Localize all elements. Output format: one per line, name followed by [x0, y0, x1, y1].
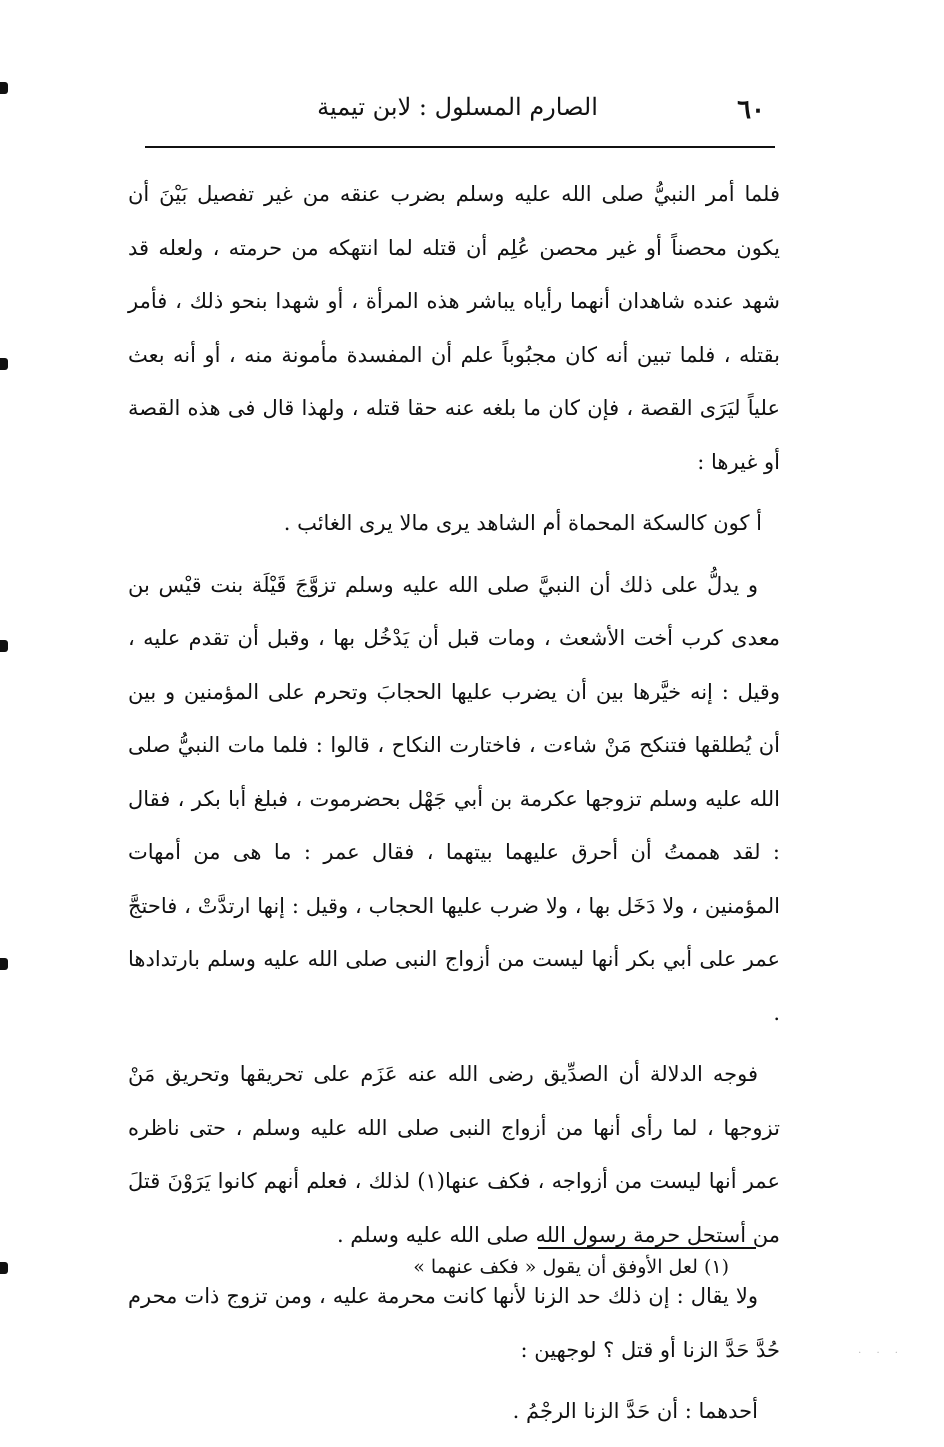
scan-edge-mark [0, 82, 8, 94]
footnote: (١) لعل الأوفق أن يقول « فكف عنهما » [413, 1256, 729, 1278]
body-text [128, 168, 780, 1447]
header-rule [145, 146, 775, 148]
running-title: الصارم المسلول : لابن تيمية [317, 93, 598, 121]
paragraph: و يدلُّ على ذلك أن النبيَّ صلى الله عليه وسلم تزوَّجَ قَيْلَة بنت قيْس بن معدى كرب أخت الأشعث ، ومات قبل أن يَدْخُل بها ، وقبل أن تقدم عليه ، وقيل : إنه خيَّرها بين أن يضرب عليها الحجابَ وتحرم على المؤمنين و بين أن يُطلقها فتنكح مَنْ شاءت ، فاختارت النكاح ، قالوا : فلما مات النبيُّ صلى الله عليه وسلم تزوجها عكرمة بن أبي جَهْل بحضرموت ، فبلغ أبا بكر ، فقال : لقد هممتُ أن أحرق عليهما بيتهما ، فقال عمر : ما هى من أمهات المؤمنين ، ولا دَخَل بها ، ولا ضرب عليها الحجاب ، وقيل : إنها ارتدَّتْ ، فاحتجَّ عمر على أبي بكر أنها ليست من أزواج النبى صلى الله عليه وسلم بارتدادها . [128, 572, 780, 1025]
scan-noise: · · · [858, 1348, 904, 1359]
scan-edge-mark [0, 640, 8, 652]
paragraph: أحدهما : أن حَدَّ الزنا الرجْمُ . [512, 1399, 758, 1423]
paragraph: ولا يقال : إن ذلك حد الزنا لأنها كانت محرمة عليه ، ومن تزوج ذات محرم حُدَّ حَدَّ الزنا أو قتل ؟ لوجهين : [128, 1284, 780, 1362]
verse-line: أ كون كالسكة المحماة أم الشاهد يرى مالا يرى الغائب . [283, 511, 762, 535]
footnote-rule [538, 1247, 756, 1249]
paragraph: فلما أمر النبيُّ صلى الله عليه وسلم بضرب عنقه من غير تفصيل بَيْنَ أن يكون محصناً أو غير محصن عُلِم أن قتله لما انتهكه من حرمته ، ولعله قد شهد عنده شاهدان أنهما رأياه يباشر هذه المرأة ، أو شهدا بنحو ذلك ، فأمر بقتله ، فلما تبين أنه كان مجبُوباً علم أن المفسدة مأمونة منه ، أو أنه بعث علياً ليَرَى القصة ، فإن كان ما بلغه عنه حقا قتله ، ولهذا قال فى هذه القصة أو غيرها : [128, 182, 780, 474]
scan-edge-mark [0, 958, 8, 970]
scan-edge-mark [0, 358, 8, 370]
page-number: ٦٠ [737, 95, 765, 125]
scan-edge-mark [0, 1262, 8, 1274]
page-header [140, 93, 775, 135]
paragraph: فوجه الدلالة أن الصدِّيق رضى الله عنه عَزَم على تحريقها وتحريق مَنْ تزوجها ، لما رأى أنها من أزواج النبى صلى الله عليه وسلم ، حتى ناظره عمر أنها ليست من أزواجه ، فكف عنها(١) لذلك ، فعلم أنهم كانوا يَرَوْنَ قتلَ من أستحل حرمة رسول الله صلى الله عليه وسلم . [128, 1062, 780, 1247]
